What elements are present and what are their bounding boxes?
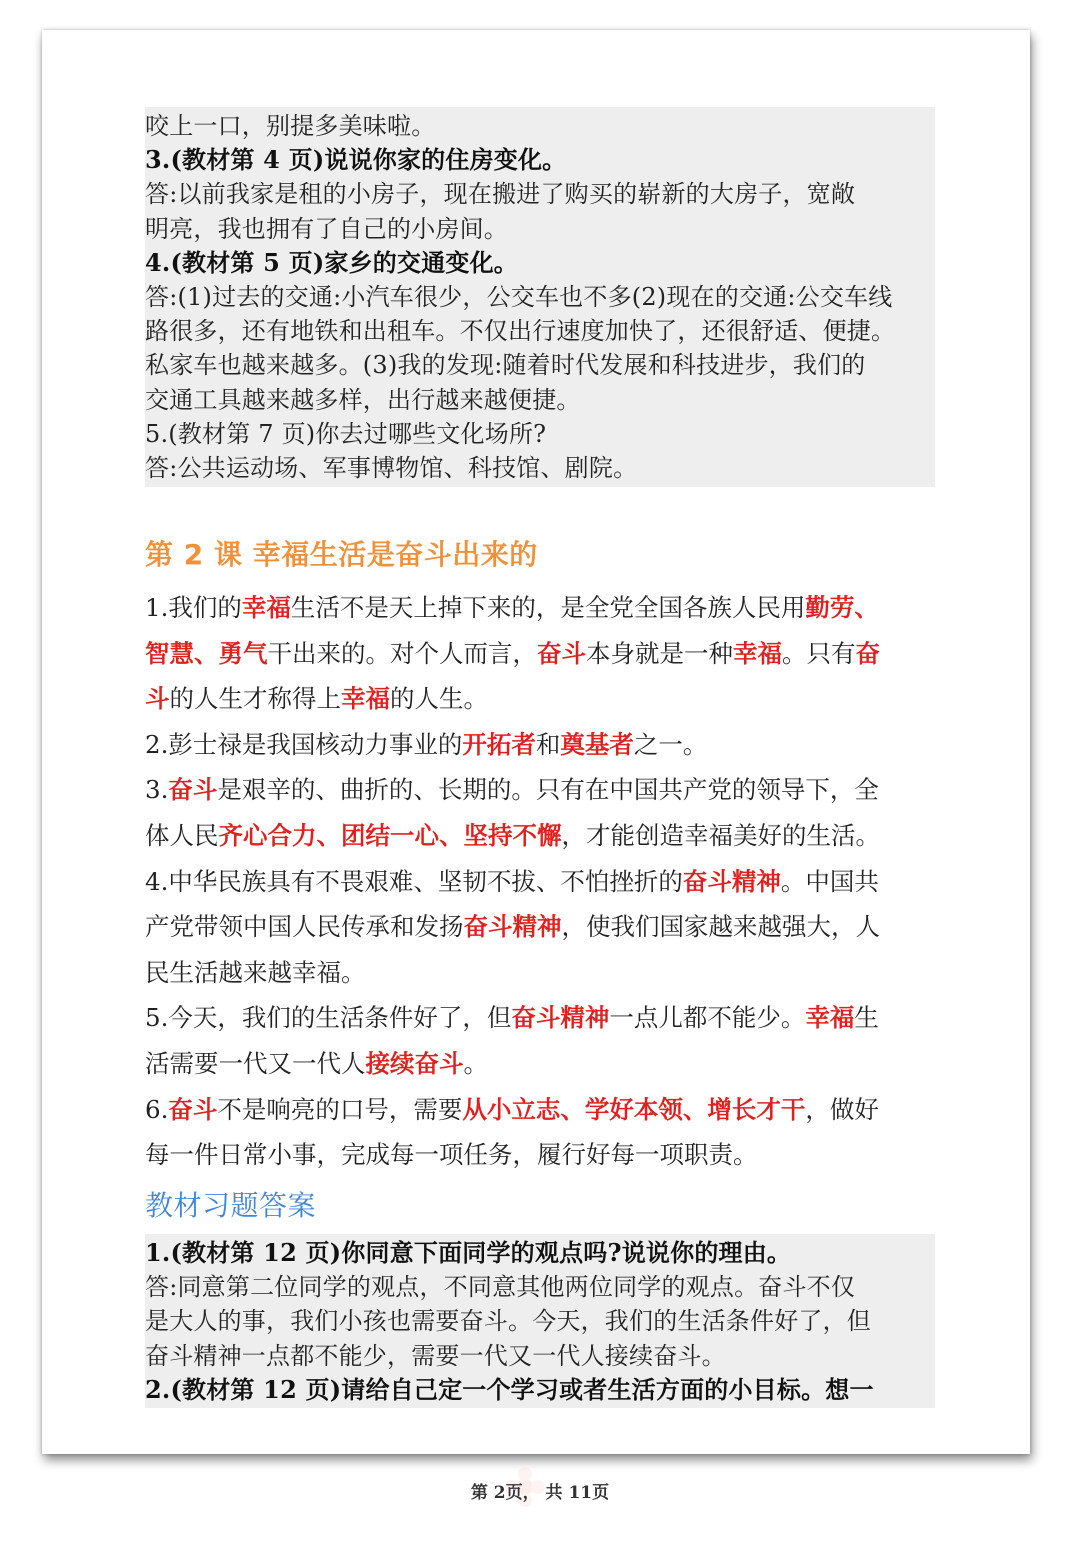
keyword: 智慧、勇气 [145,638,268,668]
text: 每一件日常小事，完成每一项任务，履行好每一项职责。 [145,1140,758,1170]
text: ，才能创造幸福美好的生活。 [561,820,880,850]
exercises-title: 教材习题答案 [145,1189,317,1222]
keyword: 奋斗精神 [511,1003,610,1033]
text: 是艰辛的、曲折的、长期的。只有在中国共产党的领导下，全 [217,775,879,805]
exercise-answer-1-line-3: 奋斗精神一点都不能少，需要一代又一代人接续奋斗。 [145,1341,726,1370]
text: 活需要一代又一代人 [145,1048,366,1078]
text: 民生活越来越幸福。 [145,957,366,987]
answer-3-line-2: 明亮，我也拥有了自己的小房间。 [145,214,508,243]
text: 的人生。 [390,684,488,714]
text: 4.中华民族具有不畏艰难、坚韧不拔、不怕挫折的 [145,866,683,896]
answer-5: 答:公共运动场、军事博物馆、科技馆、剧院。 [145,454,638,483]
point-4-line-2 [145,904,935,950]
text: ，做好 [805,1094,879,1124]
keyword: 齐心合力、团结一心、坚持不懈 [218,820,562,850]
point-1-line-2 [145,631,935,677]
point-3-line-2 [145,813,935,859]
text: 。只有 [782,638,856,668]
text: 生活不是天上掉下来的，是全党全国各族人民用 [290,593,806,622]
text: 体人民 [145,820,219,850]
answer-4-line-4: 交通工具越来越多样，出行越来越便捷。 [145,385,581,414]
text: 和 [535,729,561,759]
keyword: 接续奋斗 [365,1048,464,1078]
document-page [42,30,1030,1454]
text: 5.今天，我们的生活条件好了，但 [145,1003,512,1033]
text: ，使我们国家越来越强大，人 [561,912,880,942]
answers-block-lesson-1 [145,107,935,487]
point-1-line-3 [145,676,935,722]
answer-line: 咬上一口，别提多美味啦。 [145,112,436,140]
keyword: 开拓者 [462,729,536,759]
keyword: 幸福 [805,1003,855,1033]
point-1-line-1 [145,585,935,631]
point-5-line-2 [145,1041,935,1087]
text: 生 [854,1003,879,1033]
point-5-line-1 [145,995,935,1041]
question-3: 3.(教材第 4 页)说说你家的住房变化。 [145,145,567,175]
point-2 [145,722,935,768]
exercise-question-1: 1.(教材第 12 页)你同意下面同学的观点吗?说说你的理由。 [145,1238,792,1267]
exercise-question-2: 2.(教材第 12 页)请给自己定一个学习或者生活方面的小目标。想一 [145,1374,874,1404]
answer-3-line-1: 答:以前我家是租的小房子，现在搬进了购买的崭新的大房子，宽敞 [145,180,856,209]
lesson-title: 第 2 课 幸福生活是奋斗出来的 [145,538,538,571]
text: 之一。 [633,729,708,759]
text: 不是响亮的口号，需要 [217,1094,463,1124]
keyword: 奋斗精神 [682,866,781,896]
text: 的人生才称得上 [169,684,341,714]
keyword: 从小立志、学好本领、增长才干 [462,1094,806,1124]
text: 干出来的。对个人而言， [267,638,537,668]
key-points [145,585,935,1178]
exercise-answer-1-line-2: 是大人的事，我们小孩也需要奋斗。今天，我们的生活条件好了，但 [145,1307,871,1336]
text: 。 [463,1048,488,1078]
point-6-line-1 [145,1087,935,1133]
answer-4-line-2: 路很多，还有地铁和出租车。不仅出行速度加快了，还很舒适、便捷。 [145,317,896,346]
answers-block-exercises [145,1234,935,1408]
keyword: 奋斗精神 [463,912,562,942]
question-4: 4.(教材第 5 页)家乡的交通变化。 [145,247,518,277]
keyword: 奋斗 [168,775,218,805]
page-number: 第 2页， 共 11页 [470,1483,610,1503]
point-4-line-3 [145,950,935,996]
point-3-line-1 [145,767,935,813]
keyword: 斗 [145,684,170,714]
keyword: 奋 [855,638,880,668]
answer-4-line-1: 答:(1)过去的交通:小汽车很少，公交车也不多(2)现在的交通:公交车线 [145,283,893,312]
text: 。中国共 [780,866,879,896]
point-6-line-2 [145,1132,935,1178]
keyword: 幸福 [241,593,291,622]
keyword: 奠基者 [560,729,634,759]
answer-4-line-3: 私家车也越来越多。(3)我的发现:随着时代发展和科技进步，我们的 [145,351,866,380]
point-4-line-1 [145,859,935,905]
keyword: 幸福 [341,684,390,714]
text: 产党带领中国人民传承和发扬 [145,912,464,942]
text: 2.彭士禄是我国核动力事业的 [145,729,463,759]
text: 6. [145,1094,169,1124]
question-5: 5.(教材第 7 页)你去过哪些文化场所? [145,419,547,448]
keyword: 奋斗 [168,1094,218,1124]
text: 一点儿都不能少。 [609,1003,806,1033]
keyword: 奋斗 [537,638,586,668]
exercise-answer-1-line-1: 答:同意第二位同学的观点，不同意其他两位同学的观点。奋斗不仅 [145,1273,856,1302]
text: 1.我们的 [145,593,242,622]
keyword: 勤劳、 [805,593,879,622]
text: 3. [145,775,169,805]
text: 本身就是一种 [586,638,733,668]
keyword: 幸福 [733,638,782,668]
